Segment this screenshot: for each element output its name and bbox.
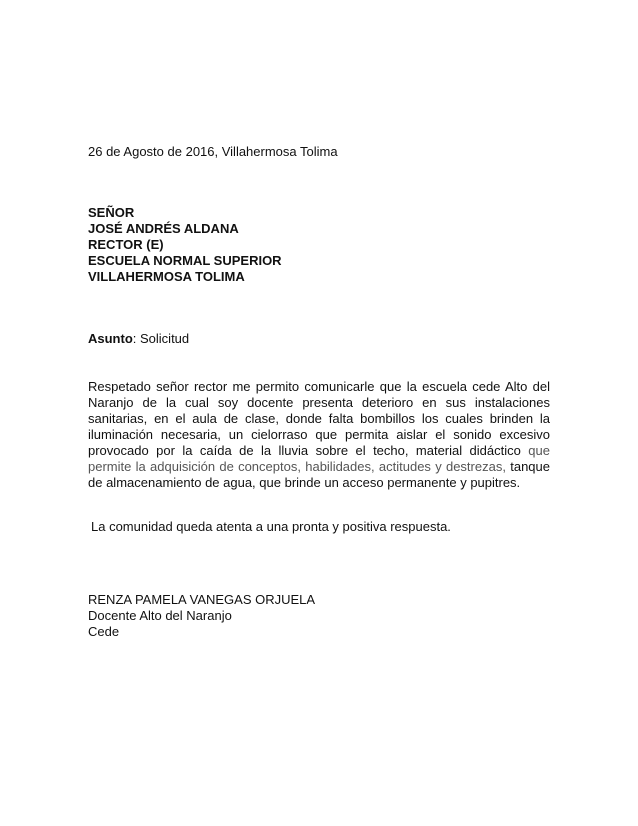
subject-label: Asunto [88,331,133,346]
recipient-institution: ESCUELA NORMAL SUPERIOR [88,253,282,268]
recipient-name: JOSÉ ANDRÉS ALDANA [88,221,239,236]
closing-line: La comunidad queda atenta a una pronta y positiva respuesta. [91,519,451,534]
recipient-block [88,205,550,285]
body-text-part1: Respetado señor rector me permito comunicarle que la escuela cede Alto del Naranjo de la cual soy docente presenta deterioro en sus instalaciones sanitarias, en el aula de clase, donde falta bombillos los cuales brinden la iluminación necesaria, un cielorraso que permita aislar el sonido excesivo provocado por la caída de la lluvia sobre el techo, material didáctico [88,379,550,458]
signature-block [88,592,550,640]
recipient-position: RECTOR (E) [88,237,164,252]
signature-location: Cede [88,624,120,639]
body-text-part3: tanque de almacenamiento de agua, que brinde un acceso permanente y pupitres. [88,459,550,490]
body-text-part2: que permite la adquisición de conceptos, habilidades, actitudes y destrezas, [88,443,550,474]
subject-line [88,331,550,347]
recipient-title: SEÑOR [88,205,135,220]
body-paragraph [88,379,550,491]
recipient-location: VILLAHERMOSA TOLIMA [88,269,245,284]
signature-role: Docente Alto del Naranjo [88,608,232,623]
date-line: 26 de Agosto de 2016, Villahermosa Tolima [88,144,338,159]
subject-value: : Solicitud [132,331,190,346]
signature-name: RENZA PAMELA VANEGAS ORJUELA [88,592,316,607]
